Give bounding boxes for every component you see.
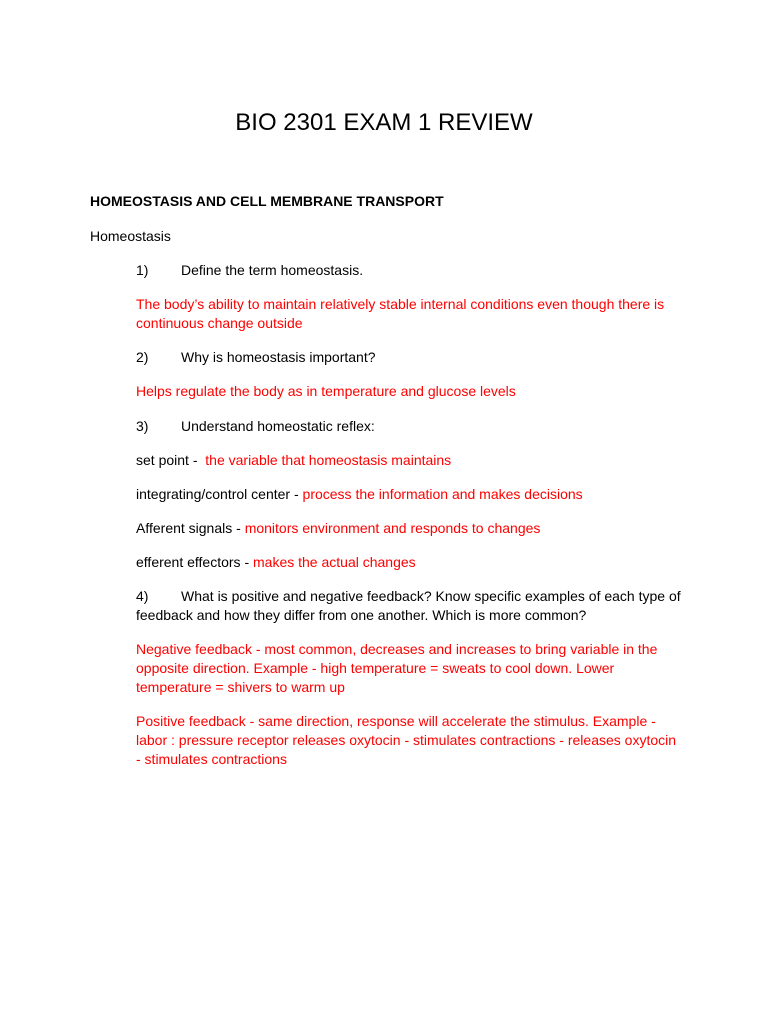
reflex-term-control-center [136,485,684,504]
question-number: 4) [136,588,149,604]
question-number: 3) [136,418,149,434]
question-text: Understand homeostatic reflex: [181,418,375,434]
question-number: 1) [136,262,149,278]
term-definition: makes the actual changes [253,554,416,570]
question-text: Define the term homeostasis. [181,262,364,278]
document-title: BIO 2301 EXAM 1 REVIEW [235,109,533,136]
question-number: 2) [136,349,149,365]
term-label: set point - [136,452,206,468]
question-text: Why is homeostasis important? [181,349,376,365]
term-definition: process the information and makes decisions [302,486,583,502]
question-4 [136,587,684,625]
question-2 [136,348,684,367]
reflex-term-set-point [136,451,684,470]
answer-1: The body’s ability to maintain relatively stable internal conditions even though there is continuous change outside [136,296,665,331]
term-definition: monitors environment and responds to changes [244,520,541,536]
answer-2: Helps regulate the body as in temperature and glucose levels [136,383,516,399]
term-label: integrating/control center - [136,486,303,502]
reflex-term-efferent [136,553,684,572]
term-label: Afferent signals - [136,520,245,536]
term-label: efferent effectors - [136,554,253,570]
answer-4-negative: Negative feedback - most common, decreases and increases to bring variable in the opposite direction. Example - high temperature = sweats to cool down. Lower temperature = shivers to warm up [136,641,658,695]
subsection-heading: Homeostasis [90,228,171,244]
question-3 [136,417,684,436]
question-text: What is positive and negative feedback? Know specific examples of each type of feedback and how they differ from one another. Which is more common? [136,588,681,623]
section-heading: HOMEOSTASIS AND CELL MEMBRANE TRANSPORT [90,193,444,209]
reflex-term-afferent [136,519,684,538]
answer-4-positive: Positive feedback - same direction, response will accelerate the stimulus. Example - labor : pressure receptor releases oxytocin - stimulates contractions - releases oxytocin - stimulates contractions [136,713,677,767]
question-1 [136,261,684,280]
term-definition: the variable that homeostasis maintains [205,452,452,468]
